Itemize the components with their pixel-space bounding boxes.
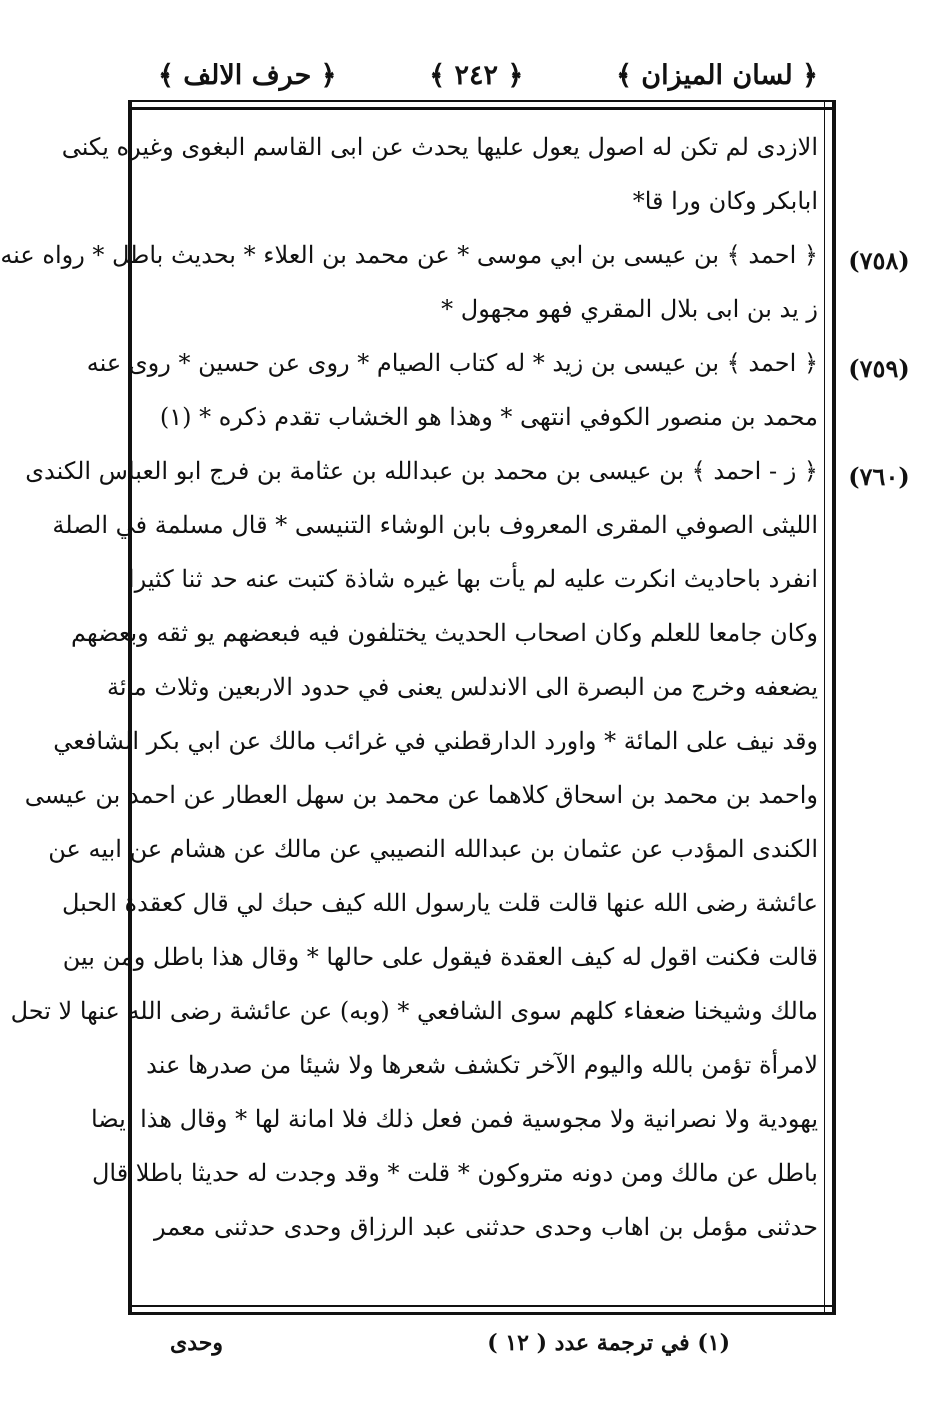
- text-line: ز يد بن ابى بلال المقري فهو مجهول *: [441, 295, 818, 323]
- text-line: يهودية ولا نصرانية ولا مجوسية فمن فعل ذلك فلا امانة لها * وقال هذا ايضا: [90, 1105, 818, 1133]
- text-line: ابابكر وكان ورا قا*: [632, 187, 818, 215]
- header-rule-thick: [128, 107, 836, 110]
- page-number: ﴿ ٢٤٢ ﴾: [429, 59, 524, 91]
- entry-number-760: (٧٦٠): [848, 462, 910, 491]
- text-line: الليثى الصوفي المقرى المعروف بابن الوشاء التنيسى * قال مسلمة في الصلة: [52, 511, 818, 539]
- text-line: الازدى لم تكن له اصول يعول عليها يحدث عن ابى القاسم البغوى وغيره يكنى: [61, 133, 818, 161]
- text-line: عائشة رضى الله عنها قالت قلت يارسول الله كيف حبك لي قال كعقدة الحبل: [62, 889, 818, 917]
- frame-right-inner-border: [824, 100, 825, 1314]
- page-header: [158, 52, 818, 98]
- entry-number-759: (٧٥٩): [848, 354, 910, 383]
- frame-right-border: [832, 100, 836, 1314]
- book-title: ﴿ لسان الميزان ﴾: [616, 59, 818, 91]
- text-line: يضعفه وخرج من البصرة الى الاندلس يعنى في حدود الاربعين وثلاث مائة: [107, 673, 818, 701]
- text-line: باطل عن مالك ومن دونه متروكون * قلت * وقد وجدت له حديثا باطلا قال: [91, 1159, 818, 1187]
- text-line: مالك وشيخنا ضعفاء كلهم سوى الشافعي * (وبه) عن عائشة رضى الله عنها لا تحل: [10, 997, 818, 1025]
- text-line: واحمد بن محمد بن اسحاق كلاهما عن محمد بن سهل العطار عن احمد بن عيسى: [24, 781, 818, 809]
- text-line: ﴿ احمد ﴾ بن عيسى بن ابي موسى * عن محمد بن العلاء * بحديث باطل * رواه عنه: [0, 241, 818, 269]
- footer-rule-thick: [128, 1312, 836, 1315]
- main-text: [0, 120, 818, 1254]
- text-line: ﴿ احمد ﴾ بن عيسى بن زيد * له كتاب الصيام * روى عن حسين * روى عنه: [86, 349, 818, 377]
- text-line: الكندى المؤدب عن عثمان بن عبدالله النصيبي عن مالك عن هشام عن ابيه عن: [48, 835, 818, 863]
- text-line: انفرد باحاديث انكرت عليه لم يأت بها غيره شاذة كتبت عنه حد ثنا كثيرا: [127, 565, 818, 593]
- footnote: (١) في ترجمة عدد ( ١٢ ): [487, 1330, 730, 1356]
- footer-rule: [128, 1305, 836, 1307]
- page-footer: [170, 1330, 730, 1356]
- catchword: وحدى: [170, 1330, 223, 1356]
- text-line: محمد بن منصور الكوفي انتهى * وهذا هو الخشاب تقدم ذكره * (١): [159, 403, 818, 431]
- entry-number-758: (٧٥٨): [848, 246, 910, 275]
- text-line: ﴿ ز - احمد ﴾ بن عيسى بن محمد بن عبدالله بن عثامة بن فرج ابو العباس الكندى: [25, 457, 818, 485]
- text-line: حدثنى مؤمل بن اهاب وحدى حدثنى عبد الرزاق وحدى حدثنى معمر: [154, 1213, 818, 1241]
- section-title: ﴿ حرف الالف ﴾: [158, 59, 337, 91]
- text-line: وكان جامعا للعلم وكان اصحاب الحديث يختلفون فيه فبعضهم يو ثقه وبعضهم: [71, 619, 818, 647]
- text-line: لامرأة تؤمن بالله واليوم الآخر تكشف شعرها ولا شيئا من صدرها عند: [146, 1051, 818, 1079]
- text-line: وقد نيف على المائة * واورد الدارقطني في غرائب مالك عن ابي بكر الشافعي: [53, 727, 818, 755]
- text-line: قالت فكنت اقول له كيف العقدة فيقول على حالها * وقال هذا باطل ومن بين: [62, 943, 818, 971]
- header-rule: [128, 100, 836, 102]
